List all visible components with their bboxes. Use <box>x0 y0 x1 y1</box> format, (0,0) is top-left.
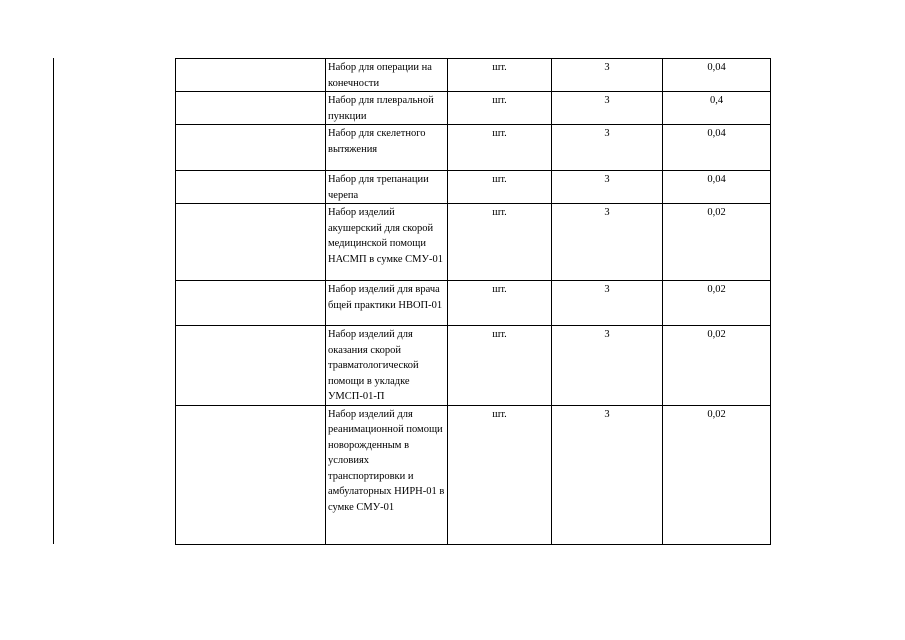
unit-cell: шт. <box>448 204 552 281</box>
value-cell: 0,02 <box>663 326 771 406</box>
table-row <box>176 59 771 92</box>
value-cell: 0,02 <box>663 281 771 326</box>
table-cell-empty <box>176 405 326 544</box>
table-cell-empty <box>176 171 326 204</box>
table-cell-empty <box>176 125 326 171</box>
supply-table <box>175 58 771 545</box>
table-cell-empty <box>176 92 326 125</box>
item-name-cell: Набор изделий для оказания скорой травматологической помощи в укладке УМСП-01-П <box>326 326 448 406</box>
value-cell: 0,04 <box>663 59 771 92</box>
table-row <box>176 326 771 406</box>
unit-cell: шт. <box>448 125 552 171</box>
unit-cell: шт. <box>448 405 552 544</box>
table-row <box>176 405 771 544</box>
value-cell: 0,02 <box>663 405 771 544</box>
item-name-cell: Набор для трепанации черепа <box>326 171 448 204</box>
unit-cell: шт. <box>448 281 552 326</box>
table-row <box>176 92 771 125</box>
item-name-cell: Набор для скелетного вытяжения <box>326 125 448 171</box>
quantity-cell: 3 <box>552 92 663 125</box>
item-name-cell: Набор изделий для врача бщей практики НВОП-01 <box>326 281 448 326</box>
item-name-cell: Набор для плевральной пункции <box>326 92 448 125</box>
quantity-cell: 3 <box>552 281 663 326</box>
table-row <box>176 171 771 204</box>
item-name-cell: Набор для операции на конечности <box>326 59 448 92</box>
quantity-cell: 3 <box>552 125 663 171</box>
quantity-cell: 3 <box>552 405 663 544</box>
quantity-cell: 3 <box>552 59 663 92</box>
value-cell: 0,02 <box>663 204 771 281</box>
page-margin-line <box>53 58 54 544</box>
value-cell: 0,04 <box>663 171 771 204</box>
value-cell: 0,04 <box>663 125 771 171</box>
table-row <box>176 204 771 281</box>
quantity-cell: 3 <box>552 204 663 281</box>
item-name-cell: Набор изделий акушерский для скорой медицинской помощи НАСМП в сумке СМУ-01 <box>326 204 448 281</box>
table-cell-empty <box>176 281 326 326</box>
item-name-cell: Набор изделий для реанимационной помощи новорожденным в условиях транспортировки и амбулаторных НИРН-01 в сумке СМУ-01 <box>326 405 448 544</box>
table-cell-empty <box>176 326 326 406</box>
unit-cell: шт. <box>448 326 552 406</box>
table-cell-empty <box>176 204 326 281</box>
quantity-cell: 3 <box>552 326 663 406</box>
table-cell-empty <box>176 59 326 92</box>
table-row <box>176 281 771 326</box>
unit-cell: шт. <box>448 59 552 92</box>
unit-cell: шт. <box>448 92 552 125</box>
value-cell: 0,4 <box>663 92 771 125</box>
table-row <box>176 125 771 171</box>
quantity-cell: 3 <box>552 171 663 204</box>
unit-cell: шт. <box>448 171 552 204</box>
